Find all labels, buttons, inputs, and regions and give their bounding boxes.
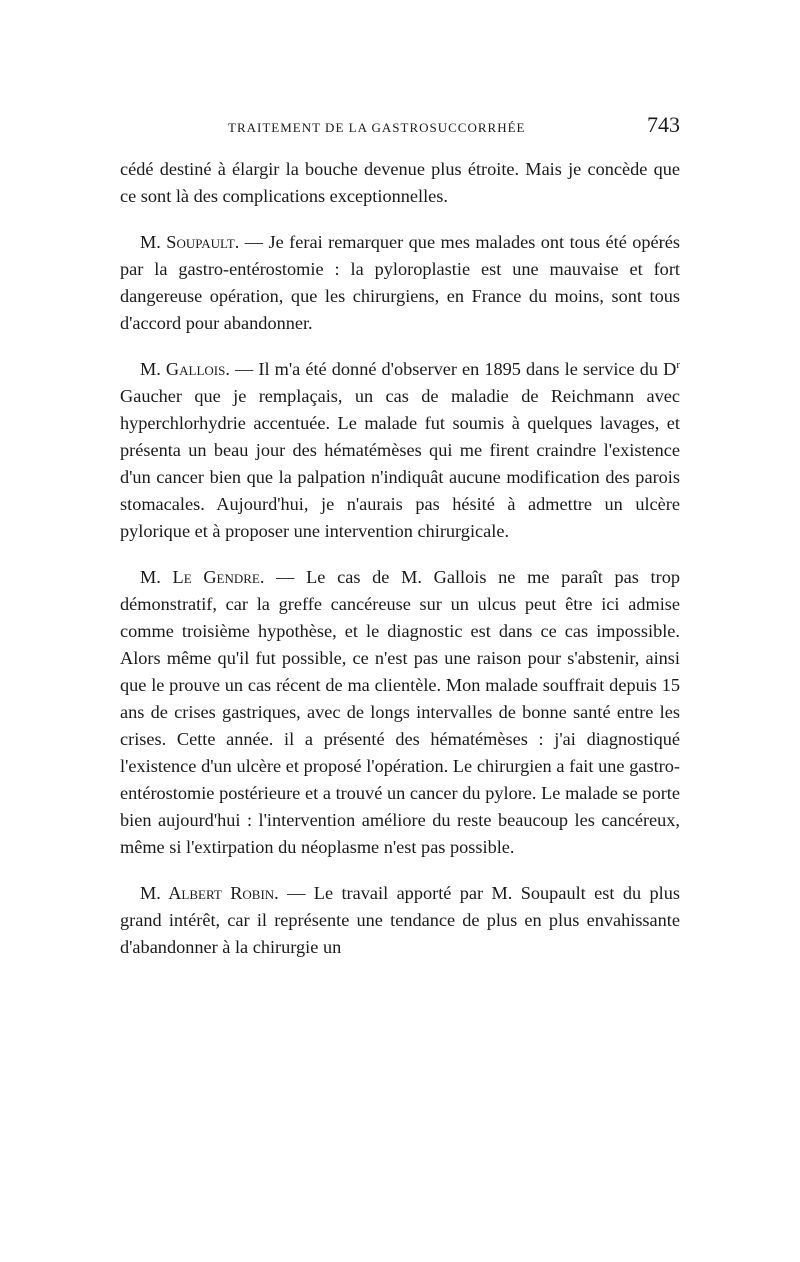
speaker-name: M. Soupault. — [140, 232, 240, 252]
paragraph-continuation — [120, 156, 680, 210]
paragraph-le-gendre — [120, 564, 680, 861]
speaker-name: M. Gallois. — [140, 359, 230, 379]
page-number: 743 — [647, 112, 680, 137]
book-page — [120, 112, 680, 980]
paragraph-text: — Le travail apporté par M. Soupault est du plus grand intérêt, car il représente une tendance de plus en plus envahissante d'abandonner à la chirurgie un — [120, 883, 680, 957]
paragraph-albert-robin — [120, 880, 680, 961]
paragraph-soupault — [120, 229, 680, 337]
running-head — [120, 112, 680, 146]
running-head-title: TRAITEMENT DE LA GASTROSUCCORRHÉE — [228, 120, 526, 135]
paragraph-gallois — [120, 356, 680, 545]
paragraph-text: — Je ferai remarquer que mes malades ont tous été opérés par la gastro-entérostomie : la pyloroplastie est une mauvaise et fort dangereuse opération, que les chirurgiens, en France du moins, sont tous d'accord pour abandonner. — [120, 232, 680, 333]
speaker-name: M. Le Gendre. — [140, 567, 265, 587]
paragraph-text: Gaucher que je remplaçais, un cas de maladie de Reichmann avec hyperchlorhydrie accentuée. Le malade fut soumis à quelques lavages, et présenta un beau jour des hématémèses qui me firent craindre l'existence d'un cancer bien que la palpation n'indiquât aucune modification des parois stomacales. Aujourd'hui, je n'aurais pas hésité à admettre un ulcère pylorique et à proposer une intervention chirurgicale. — [120, 386, 680, 541]
speaker-name: M. Albert Robin. — [140, 883, 279, 903]
paragraph-text: — Il m'a été donné d'observer en 1895 dans le service du D — [229, 359, 677, 379]
paragraph-text: — Le cas de M. Gallois ne me paraît pas trop démonstratif, car la greffe cancéreuse sur un ulcus peut être ici admise comme troisième hypothèse, et le diagnostic est dans ce cas impossible. Alors même qu'il fut possible, ce n'est pas une raison pour s'abstenir, ainsi que le prouve un cas récent de ma clientèle. Mon malade souffrait depuis 15 ans de crises gastriques, avec de longs intervalles de bonne santé entre les crises. Cette année. il a présenté des hématémèses : j'ai diagnostiqué l'existence d'un ulcère et proposé l'opération. Le chirurgien a fait une gastro-entérostomie postérieure et a trouvé un cancer du pylore. Le malade se porte bien aujourd'hui : l'intervention améliore du reste beaucoup les cancéreux, même si l'extirpation du néoplasme n'est pas possible. — [120, 567, 680, 857]
paragraph-text: cédé destiné à élargir la bouche devenue plus étroite. Mais je concède que ce sont là des complications exceptionnelles. — [120, 159, 680, 206]
superscript: r — [676, 358, 680, 371]
